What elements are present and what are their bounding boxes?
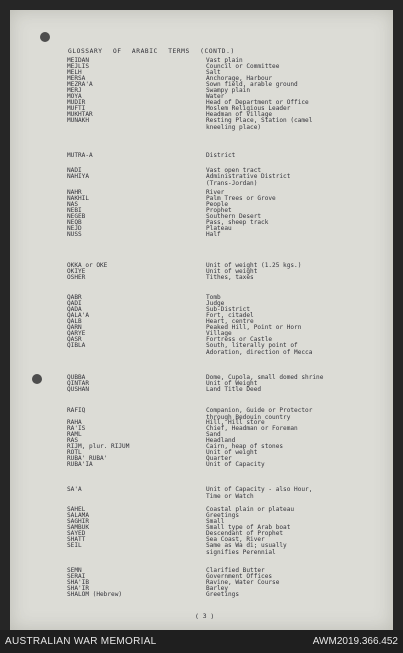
glossary-definition: Government Offices (206, 573, 273, 580)
glossary-term: MOYA (67, 93, 82, 100)
glossary-term: RAHA (67, 419, 82, 426)
glossary-term: QALA'A (67, 312, 90, 319)
glossary-definition: Headman of Village (206, 111, 273, 118)
glossary-definition: Unit of weight (1.25 kgs.) (206, 262, 302, 269)
glossary-term: RIJM, plur. RIJUM (67, 443, 130, 450)
glossary-term: OKIYE (67, 268, 86, 275)
glossary-definition: Tithes, taxes (206, 274, 254, 281)
glossary-term: SALAMA (67, 512, 90, 519)
glossary-term: SAMBUK (67, 524, 90, 531)
glossary-definition: Heart, centre (206, 318, 254, 325)
document-page (10, 10, 393, 630)
glossary-term: SHA'IB (67, 579, 90, 586)
glossary-term: RUBA' RUBA' (67, 455, 108, 462)
footer-accession-number: AWM2019.366.452 (312, 636, 398, 647)
glossary-term: SHALOM (Hebrew) (67, 591, 123, 598)
glossary-term: NAHIYA (67, 173, 90, 180)
glossary-term: NAS (67, 201, 79, 208)
glossary-term: QARYE (67, 330, 86, 337)
glossary-term: NUSS (67, 231, 82, 238)
glossary-definition: Greetings (206, 512, 240, 519)
glossary-definition: Council or Committee (206, 63, 280, 70)
glossary-definition: Fort, citadel (206, 312, 254, 319)
glossary-term: NEGEB (67, 213, 86, 220)
glossary-definition: Sand (206, 431, 221, 438)
glossary-term: MERJ (67, 87, 82, 94)
glossary-definition: Swampy plain (206, 87, 251, 94)
glossary-term: MERSA (67, 75, 86, 82)
glossary-term: QADI (67, 300, 82, 307)
glossary-definition: Half (206, 231, 221, 238)
glossary-term: QADA (67, 306, 82, 313)
glossary-definition: Same as Wa di; usually signifies Perennial (206, 542, 287, 556)
glossary-definition: South, literally point of Adoration, direction of Mecca (206, 342, 313, 356)
title-word: GLOSSARY (68, 48, 103, 55)
glossary-term: OKKA or OKE (67, 262, 108, 269)
glossary-term: QABR (67, 294, 82, 301)
glossary-definition: Greetings (206, 591, 240, 598)
glossary-term: SERAI (67, 573, 86, 580)
glossary-term: NEQB (67, 219, 82, 226)
glossary-definition: Peaked Hill, Point or Horn (206, 324, 302, 331)
glossary-definition: Administrative District (Trans-Jordan) (206, 173, 291, 187)
glossary-definition: Tomb (206, 294, 221, 301)
glossary-term: RUBA'IA (67, 461, 93, 468)
glossary-term: ROTL (67, 449, 82, 456)
glossary-definition: Vast plain (206, 57, 243, 64)
glossary-definition: Prophet (206, 207, 232, 214)
glossary-definition: Palm Trees or Grove (206, 195, 276, 202)
glossary-definition: People (206, 201, 229, 208)
glossary-term: MUDIR (67, 99, 86, 106)
glossary-definition: Head of Department or Office (206, 99, 309, 106)
glossary-definition: Water (206, 93, 225, 100)
glossary-definition: Coastal plain or plateau (206, 506, 295, 513)
glossary-definition: Unit of weight (206, 449, 258, 456)
glossary-definition: District (206, 152, 236, 159)
glossary-definition: Pass, sheep track (206, 219, 269, 226)
glossary-definition: Quarter (206, 455, 232, 462)
glossary-definition: Southern Desert (206, 213, 262, 220)
glossary-term: NEBI (67, 207, 82, 214)
glossary-term: RAS (67, 437, 79, 444)
glossary-definition: Unit of Capacity (206, 461, 265, 468)
glossary-definition: Vast open tract (206, 167, 262, 174)
glossary-term: MEIDAN (67, 57, 90, 64)
glossary-definition: Unit of Capacity - also Hour, Time or Watch (206, 486, 313, 500)
glossary-definition: Plateau (206, 225, 232, 232)
glossary-term: SAYED (67, 530, 86, 537)
glossary-term: QALB (67, 318, 82, 325)
glossary-definition: Salt (206, 69, 221, 76)
glossary-term: SAGHIR (67, 518, 90, 525)
glossary-term: QARN (67, 324, 82, 331)
glossary-term: RAML (67, 431, 82, 438)
glossary-definition: Chief, Headman or Foreman (206, 425, 298, 432)
title-word: ARABIC (131, 48, 158, 55)
glossary-term: NAHR (67, 189, 82, 196)
glossary-definition: Judge (206, 300, 225, 307)
glossary-term: NADI (67, 167, 82, 174)
glossary-definition: Moslem Religious Leader (206, 105, 291, 112)
glossary-term: SHA'IR (67, 585, 90, 592)
glossary-definition: Sown field, arable ground (206, 81, 298, 88)
glossary-term: QUSHAN (67, 386, 90, 393)
glossary-definition: Cairn, heap of stones (206, 443, 284, 450)
glossary-definition: Barley (206, 585, 229, 592)
glossary-definition: Dome, Cupola, small domed shrine (206, 374, 324, 381)
glossary-definition: Small type of Arab boat (206, 524, 291, 531)
glossary-term: QIBLA (67, 342, 86, 349)
glossary-definition: Fortress or Castle (206, 336, 273, 343)
glossary-term: MELH (67, 69, 82, 76)
glossary-term: NEJD (67, 225, 82, 232)
glossary-definition: Sea Coast, River (206, 536, 265, 543)
glossary-definition: Anchorage, Harbour (206, 75, 273, 82)
glossary-term: NAKHIL (67, 195, 90, 202)
glossary-term: OSHER (67, 274, 86, 281)
glossary-term: MUTRA-A (67, 152, 93, 159)
footer-source: AUSTRALIAN WAR MEMORIAL (5, 636, 157, 647)
glossary-definition: Ravine, Water Course (206, 579, 280, 586)
glossary-term: MUFTI (67, 105, 86, 112)
footer-bar (0, 630, 403, 653)
glossary-term: MEJLIS (67, 63, 90, 70)
glossary-definition: Companion, Guide or Protector through Bedouin country (206, 407, 313, 421)
glossary-term: SAHEL (67, 506, 86, 513)
glossary-term: QUBBA (67, 374, 86, 381)
glossary-definition: River (206, 189, 225, 196)
glossary-definition: Sub-District (206, 306, 251, 313)
glossary-definition: Small (206, 518, 225, 525)
glossary-term: RAFIQ (67, 407, 86, 414)
glossary-term: QASR (67, 336, 82, 343)
glossary-term: SEIL (67, 542, 82, 549)
glossary-term: MEZRA'A (67, 81, 93, 88)
glossary-term: SA'A (67, 486, 82, 493)
title-word: TERMS (168, 48, 190, 55)
title-word: (CONTD.) (200, 48, 235, 55)
glossary-term: MUKHTAR (67, 111, 93, 118)
glossary-definition: Clarified Butter (206, 567, 265, 574)
glossary-definition: Hill, Hill store (206, 419, 265, 426)
glossary-definition: Village (206, 330, 232, 337)
glossary-list (10, 10, 393, 630)
glossary-definition: Unit of weight (206, 268, 258, 275)
glossary-definition: Unit of Weight (206, 380, 258, 387)
glossary-term: SEMN (67, 567, 82, 574)
title-word: OF (112, 48, 122, 55)
glossary-definition: Headland (206, 437, 236, 444)
glossary-term: SHATT (67, 536, 86, 543)
page-number: ( 3 ) (195, 612, 215, 620)
glossary-term: QINTAR (67, 380, 90, 387)
glossary-term: RA'IS (67, 425, 86, 432)
glossary-definition: Resting Place, Station (camel kneeling place) (206, 117, 313, 131)
glossary-definition: Descendant of Prophet (206, 530, 284, 537)
glossary-definition: Land Title Deed (206, 386, 262, 393)
glossary-term: MUNAKH (67, 117, 90, 124)
